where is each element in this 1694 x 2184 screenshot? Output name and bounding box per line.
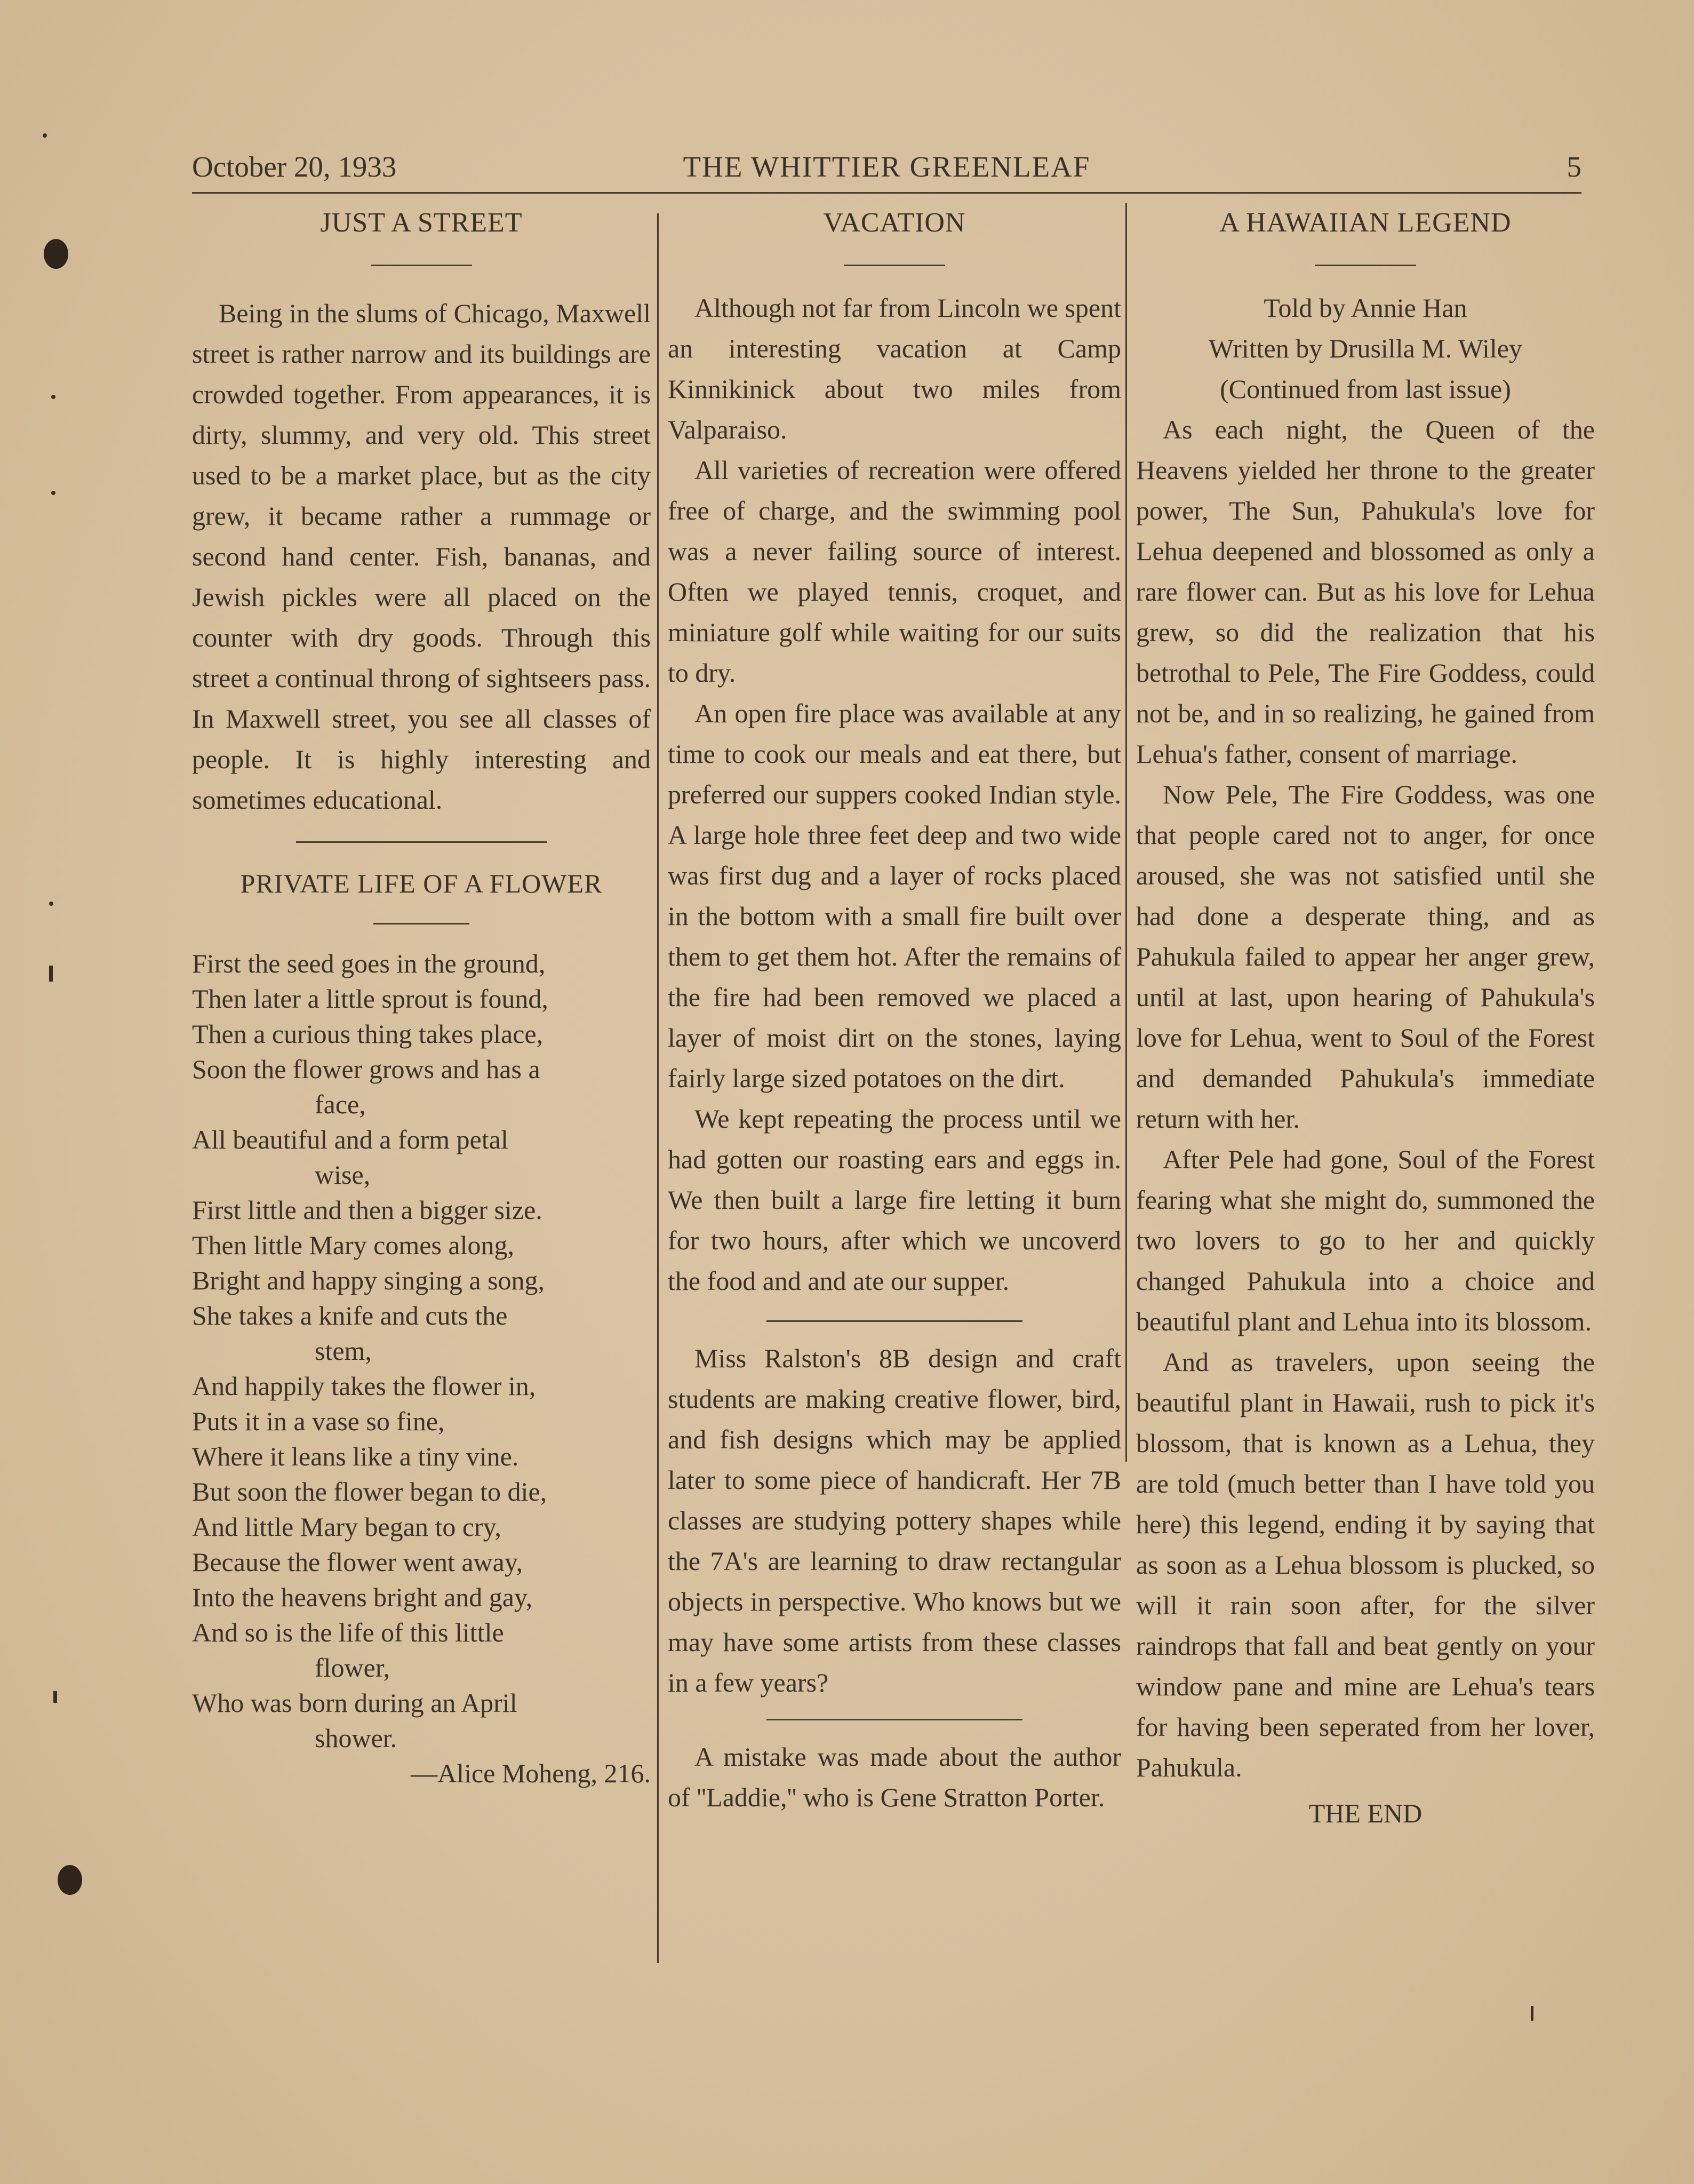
poem-line: First little and then a bigger size. (192, 1195, 542, 1225)
poem-author: —Alice Moheng, 216. (411, 1758, 651, 1788)
poem-line: But soon the flower began to die, (192, 1477, 547, 1507)
poem-line: shower. (315, 1723, 397, 1753)
paper-speck (1531, 2006, 1533, 2021)
vacation-paragraph: All varieties of recreation were offered free of charge, and the swimming pool was a never failing source of interest. Often we played tennis, croquet, and miniature golf while waiting for our suits to dry. (668, 455, 1121, 688)
legend-paragraph: And as travelers, upon seeing the beautiful plant in Hawaii, rush to pick it's blossom, that is known as a Lehua, they are told (much better than I have told you here) this legend, ending it by saying that as soon as a Lehua blossom is plucked, so will it rain soon after, for the silver raindrops that fall and beat gently on your window pane and mine are Lehua's tears for having been seperated from her lover, Pahukula. (1136, 1347, 1595, 1782)
poem-line: Then later a little sprout is found, (192, 984, 548, 1014)
binder-hole-bottom (58, 1865, 82, 1895)
title-rule (844, 265, 945, 266)
poem-line: First the seed goes in the ground, (192, 948, 546, 978)
article-divider (766, 1719, 1022, 1720)
street-article-title: JUST A STREET (320, 208, 523, 238)
issue-date: October 20, 1933 (192, 150, 397, 183)
header-rule (192, 192, 1581, 194)
paper-mark (53, 1691, 57, 1703)
correction-note: A mistake was made about the author of ''Laddie,'' who is Gene Stratton Porter. (668, 1742, 1121, 1812)
poem-line: Then a curious thing takes place, (192, 1019, 544, 1049)
poem-line: She takes a knife and cuts the (192, 1301, 508, 1330)
column-separator (657, 213, 659, 1963)
article-divider (296, 841, 547, 843)
legend-article-title: A HAWAIIAN LEGEND (1219, 208, 1512, 238)
poem-line: Who was born during an April (192, 1688, 517, 1718)
legend-paragraph: Now Pele, The Fire Goddess, was one that people cared not to anger, for once aroused, she was not satisfied until she had done a desperate thing, and as Pahukula failed to appear her anger grew, until at last, upon hearing of Pahukula's love for Lehua, went to Soul of the Forest and demanded Pahukula's immediate return with her. (1136, 779, 1595, 1134)
written-by-credit: Written by Drusilla M. Wiley (1208, 333, 1522, 363)
vacation-article-title: VACATION (823, 208, 966, 238)
binder-hole-top (44, 239, 68, 269)
poem-line: Bright and happy singing a song, (192, 1265, 545, 1295)
paper-speck (43, 133, 47, 138)
column-separator (1125, 203, 1127, 1462)
poem-line: Because the flower went away, (192, 1547, 523, 1577)
legend-paragraph: As each night, the Queen of the Heavens yielded her throne to the greater power, The Sun, Pahukula's love for Lehua deepened and blossomed as only a rare flower can. But as his love for Lehua grew, so did the realization that his betrothal to Pele, The Fire Goddess, could not be, and in so realizing, he gained from Lehua's father, consent of marriage. (1136, 415, 1595, 769)
poem-line: wise, (315, 1160, 371, 1190)
poem-line: Into the heavens bright and gay, (192, 1582, 533, 1612)
column-3 (1136, 203, 1595, 1834)
paper-speck (51, 395, 55, 399)
the-end-label: THE END (1308, 1798, 1423, 1828)
poem-line: And happily takes the flower in, (192, 1371, 536, 1401)
title-rule (373, 923, 469, 924)
vacation-paragraph: We kept repeating the process until we had gotten our roasting ears and eggs in. We then built a large fire letting it burn for two hours, after which we uncoverd the food and and ate our supper. (668, 1104, 1121, 1296)
poem-line: And so is the life of this little (192, 1617, 504, 1647)
title-rule (1315, 265, 1416, 266)
title-rule (371, 265, 472, 266)
ralston-class-note: Miss Ralston's 8B design and craft students are making creative flower, bird, and fish designs which may be applied later to some piece of handicraft. Her 7B classes are studying pottery shapes while the 7A's are learning to draw rectangular objects in perspective. Who knows but we may have some artists from these classes in a few years? (668, 1343, 1121, 1697)
page-number: 5 (1567, 150, 1581, 183)
poem-line: stem, (315, 1336, 372, 1366)
poem-line: All beautiful and a form petal (192, 1125, 508, 1154)
paper-mark (49, 966, 53, 982)
article-divider (766, 1320, 1022, 1322)
poem-line: Soon the flower grows and has a (192, 1054, 540, 1084)
paper-speck (49, 902, 53, 906)
continued-note: (Continued from last issue) (1220, 374, 1511, 404)
newspaper-title: THE WHITTIER GREENLEAF (683, 150, 1091, 183)
poem-line: Where it leans like a tiny vine. (192, 1441, 519, 1471)
page-header (192, 148, 1581, 191)
poem-line: Then little Mary comes along, (192, 1230, 515, 1260)
poem-line: face, (315, 1089, 366, 1119)
paper-speck (51, 491, 55, 495)
flower-poem (192, 946, 651, 1756)
column-1 (192, 203, 651, 1791)
column-2 (668, 203, 1121, 1818)
poem-line: Puts it in a vase so fine, (192, 1406, 445, 1436)
legend-paragraph: After Pele had gone, Soul of the Forest fearing what she might do, summoned the two lovers to go to her and quickly changed Pahukula into a choice and beautiful plant and Lehua into its blossom. (1136, 1144, 1595, 1336)
told-by-credit: Told by Annie Han (1264, 293, 1467, 323)
poem-line: flower, (315, 1653, 390, 1683)
vacation-paragraph: Although not far from Lincoln we spent an interesting vacation at Camp Kinnikinick about two miles from Valparaiso. (668, 293, 1121, 444)
flower-poem-title: PRIVATE LIFE OF A FLOWER (240, 868, 603, 898)
vacation-paragraph: An open fire place was available at any time to cook our meals and eat there, but preferred our suppers cooked Indian style. A large hole three feet deep and two wide was first dug and a layer of rocks placed in the bottom with a small fire built over them to get them hot. After the remains of the fire had been removed we placed a layer of moist dirt on the stones, laying fairly large sized potatoes on the dirt. (668, 698, 1121, 1093)
street-article-body: Being in the slums of Chicago, Maxwell street is rather narrow and its buildings are crowded together. From appearances, it is dirty, slummy, and very old. This street used to be a market place, but as the city grew, it became rather a rummage or second hand center. Fish, bananas, and Jewish pickles were all placed on the counter with dry goods. Through this street a continual throng of sightseers pass. In Maxwell street, you see all classes of people. It is highly interesting and sometimes educational. (192, 298, 651, 815)
poem-line: And little Mary began to cry, (192, 1512, 501, 1542)
